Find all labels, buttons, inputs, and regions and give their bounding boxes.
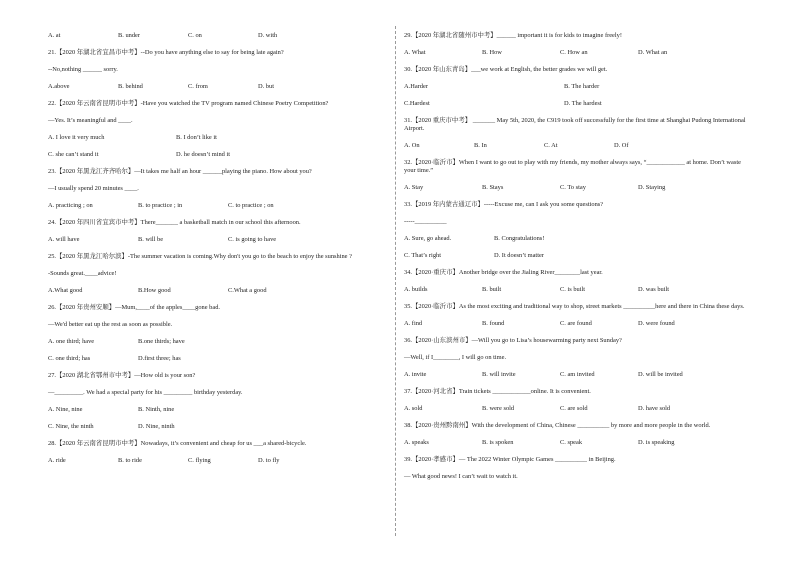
- question-line: 36.【2020·山东滨州市】—Will you go to Lisa’s housewarming party next Sunday?: [404, 337, 622, 344]
- answer-option: A. invite: [404, 371, 427, 378]
- answer-option: B. were sold: [482, 405, 515, 412]
- answer-option: A. builds: [404, 286, 428, 293]
- question-line: 27.【2020 湖北省鄂州市中考】—How old is your son?: [48, 372, 196, 379]
- answer-option: B. In: [474, 142, 487, 149]
- answer-option: D. is speaking: [638, 439, 675, 446]
- question-stem: [404, 422, 754, 430]
- question-line: 34.【2020·重庆市】Another bridge over the Jialing River________last year.: [404, 269, 603, 276]
- question-stem: [404, 337, 754, 362]
- left-column: [48, 32, 388, 474]
- answer-options: [404, 320, 754, 328]
- answer-option: C. speak: [560, 439, 583, 446]
- answer-option: D.first three; has: [138, 355, 181, 362]
- answer-option: C. am invited: [560, 371, 595, 378]
- question-line: 30.【2020 年山东青岛】___we work at English, the better grades we will get.: [404, 66, 608, 73]
- answer-option: D. What an: [638, 49, 668, 56]
- answer-option: D. will be invited: [638, 371, 683, 378]
- question-stem: [404, 117, 754, 133]
- answer-options: [48, 134, 388, 142]
- answer-option: B. will invite: [482, 371, 516, 378]
- answer-option: C. At: [544, 142, 558, 149]
- answer-options: [48, 457, 388, 465]
- answer-options: [48, 151, 388, 159]
- answer-options: [404, 252, 754, 260]
- answer-option: D. It doesn’t matter: [494, 252, 544, 259]
- answer-option: A. will have: [48, 236, 80, 243]
- question-stem: [48, 372, 388, 397]
- question-line: —_________. We had a special party for his _________ birthday yesterday.: [48, 389, 243, 396]
- answer-option: A. ride: [48, 457, 66, 464]
- question-stem: [48, 49, 388, 74]
- answer-option: B.How good: [138, 287, 171, 294]
- answer-option: B. will be: [138, 236, 164, 243]
- answer-option: A. find: [404, 320, 423, 327]
- answer-option: C. That’s right: [404, 252, 441, 259]
- question-line: 23.【2020 年黑龙江齐齐哈尔】—It takes me half an hour ______playing the piano. How about you?: [48, 168, 312, 175]
- answer-option: B. Stays: [482, 184, 504, 191]
- question-line: —I usually spend 20 minutes ____.: [48, 185, 139, 192]
- answer-options: [404, 371, 754, 379]
- question-line: —Well, if I________, I will go on time.: [404, 354, 507, 361]
- question-stem: [404, 456, 754, 481]
- answer-option: B. is spoken: [482, 439, 514, 446]
- answer-option: B. behind: [118, 83, 143, 90]
- answer-option: A. I love it very much: [48, 134, 105, 141]
- question-line: 38.【2020·贵州黔南州】With the development of China, Chinese __________ by more and more people in the world.: [404, 422, 711, 429]
- answer-option: D. to fly: [258, 457, 280, 464]
- answer-options: [404, 100, 754, 108]
- question-stem: [48, 100, 388, 125]
- answer-options: [404, 142, 754, 150]
- answer-option: D. Nine, ninth: [138, 423, 175, 430]
- answer-option: C. How an: [560, 49, 588, 56]
- question-stem: [48, 304, 388, 329]
- answer-option: C. she can’t stand it: [48, 151, 99, 158]
- answer-options: [48, 355, 388, 363]
- answer-option: B. to practice ; in: [138, 202, 183, 209]
- answer-options: [48, 287, 388, 295]
- answer-option: B. How: [482, 49, 502, 56]
- question-stem: [404, 201, 754, 226]
- answer-option: C. is built: [560, 286, 586, 293]
- question-line: 29.【2020 年湖北省随州市中考】______ important it is for kids to imagine freely!: [404, 32, 622, 39]
- question-line: --No,nothing ______ sorry.: [48, 66, 118, 73]
- answer-option: D. have sold: [638, 405, 671, 412]
- answer-option: A. On: [404, 142, 420, 149]
- question-line: 37.【2020·河北省】Train tickets ____________online. It is convenient.: [404, 388, 591, 395]
- question-stem: [404, 32, 754, 40]
- question-line: 33.【2019 年内蒙古通辽市】-----Excuse me, can I ask you some questions?: [404, 201, 604, 208]
- question-line: — What good news! I can’t wait to watch it.: [404, 473, 518, 480]
- answer-option: D. he doesn’t mind it: [176, 151, 231, 158]
- question-line: 22.【2020 年云南省昆明市中考】-Have you watched the TV program named Chinese Poetry Competition?: [48, 100, 329, 107]
- question-stem: [404, 303, 754, 311]
- answer-options: [404, 235, 754, 243]
- answer-option: A. practicing ; on: [48, 202, 93, 209]
- answer-options: [48, 406, 388, 414]
- question-stem: [404, 269, 754, 277]
- answer-option: A. at: [48, 32, 61, 39]
- answer-option: D. was built: [638, 286, 670, 293]
- answer-option: A. one third; have: [48, 338, 95, 345]
- answer-option: C.What a good: [228, 287, 267, 294]
- answer-options: [404, 439, 754, 447]
- question-stem: [48, 219, 388, 227]
- answer-options: [404, 83, 754, 91]
- right-column: [404, 32, 754, 490]
- answer-options: [404, 184, 754, 192]
- answer-option: B. Congratulations!: [494, 235, 545, 242]
- answer-options: [48, 423, 388, 431]
- answer-options: [404, 49, 754, 57]
- answer-option: A. Sure, go ahead.: [404, 235, 452, 242]
- answer-options: [48, 32, 388, 40]
- answer-option: A. Stay: [404, 184, 424, 191]
- answer-option: B. I don’t like it: [176, 134, 217, 141]
- question-line: 25.【2020 年黑龙江哈尔滨】-The summer vacation is coming.Why don't you go to the beach to enjoy the sunshine ?: [48, 253, 352, 260]
- answer-options: [48, 338, 388, 346]
- answer-options: [404, 405, 754, 413]
- answer-option: B. to ride: [118, 457, 142, 464]
- question-line: -----__________: [404, 218, 447, 225]
- question-stem: [48, 253, 388, 278]
- answer-option: B. under: [118, 32, 141, 39]
- answer-option: C. from: [188, 83, 208, 90]
- answer-option: D. were found: [638, 320, 675, 327]
- question-stem: [404, 66, 754, 74]
- answer-option: A.Harder: [404, 83, 428, 90]
- question-stem: [48, 440, 388, 448]
- answer-option: D. The hardest: [564, 100, 602, 107]
- answer-option: A. speaks: [404, 439, 429, 446]
- answer-option: C. on: [188, 32, 202, 39]
- answer-options: [48, 83, 388, 91]
- answer-option: C. flying: [188, 457, 211, 464]
- question-line: 39.【2020·孝感市】— The 2022 Winter Olympic Games __________ in Beijing.: [404, 456, 616, 463]
- question-line: -Sounds great.____advice!: [48, 270, 117, 277]
- answer-option: D. Staying: [638, 184, 666, 191]
- answer-option: D. Of: [614, 142, 629, 149]
- answer-option: B. built: [482, 286, 502, 293]
- question-line: 26.【2020 年贵州安顺】—Mum,____of the apples____gone bad.: [48, 304, 220, 311]
- question-stem: [404, 159, 754, 175]
- answer-option: C. is going to have: [228, 236, 277, 243]
- answer-options: [404, 286, 754, 294]
- answer-option: B. found: [482, 320, 505, 327]
- answer-options: [48, 236, 388, 244]
- answer-option: C.Hardest: [404, 100, 430, 107]
- answer-options: [48, 202, 388, 210]
- question-line: 28.【2020 年云南省昆明市中考】Nowadays, it’s convenient and cheap for us ___a shared-bicycle.: [48, 440, 307, 447]
- answer-option: C. Nine, the ninth: [48, 423, 94, 430]
- answer-option: A. sold: [404, 405, 423, 412]
- question-line: 24.【2020 年四川省宜宾市中考】There_______ a basketball match in our school this afternoon.: [48, 219, 301, 226]
- question-stem: [404, 388, 754, 396]
- question-line: —We'd better eat up the rest as soon as possible.: [48, 321, 173, 328]
- answer-option: C. To stay: [560, 184, 586, 191]
- answer-option: B. Ninth, nine: [138, 406, 175, 413]
- answer-option: D. with: [258, 32, 278, 39]
- answer-option: A. Nine, nine: [48, 406, 83, 413]
- question-line: 32.【2020·临沂市】When I want to go out to play with my friends, my mother always says, “____________ at home. Don’t waste your time.”: [404, 159, 743, 174]
- answer-option: C. are sold: [560, 405, 588, 412]
- question-line: 35.【2020·临沂市】As the most exciting and traditional way to shop, street markets __________here and there in China these days.: [404, 303, 745, 310]
- answer-option: A.What good: [48, 287, 83, 294]
- question-line: 31.【2020 重庆市中考】 _______ May 5th, 2020, the C919 took off successfully for the first time at Shanghai Pudong International Airport.: [404, 117, 747, 132]
- answer-option: C. to practice ; on: [228, 202, 274, 209]
- answer-option: A.above: [48, 83, 70, 90]
- answer-option: B.one thirds; have: [138, 338, 185, 345]
- question-line: —Yes. It’s meaningful and ____.: [48, 117, 133, 124]
- question-line: 21.【2020 年湖北省宜昌市中考】--Do you have anything else to say for being late again?: [48, 49, 284, 56]
- question-stem: [48, 168, 388, 193]
- answer-option: D. but: [258, 83, 274, 90]
- column-divider: [395, 26, 396, 536]
- answer-option: A. What: [404, 49, 426, 56]
- answer-option: B. The harder: [564, 83, 600, 90]
- answer-option: C. are found: [560, 320, 592, 327]
- answer-option: C. one third; has: [48, 355, 91, 362]
